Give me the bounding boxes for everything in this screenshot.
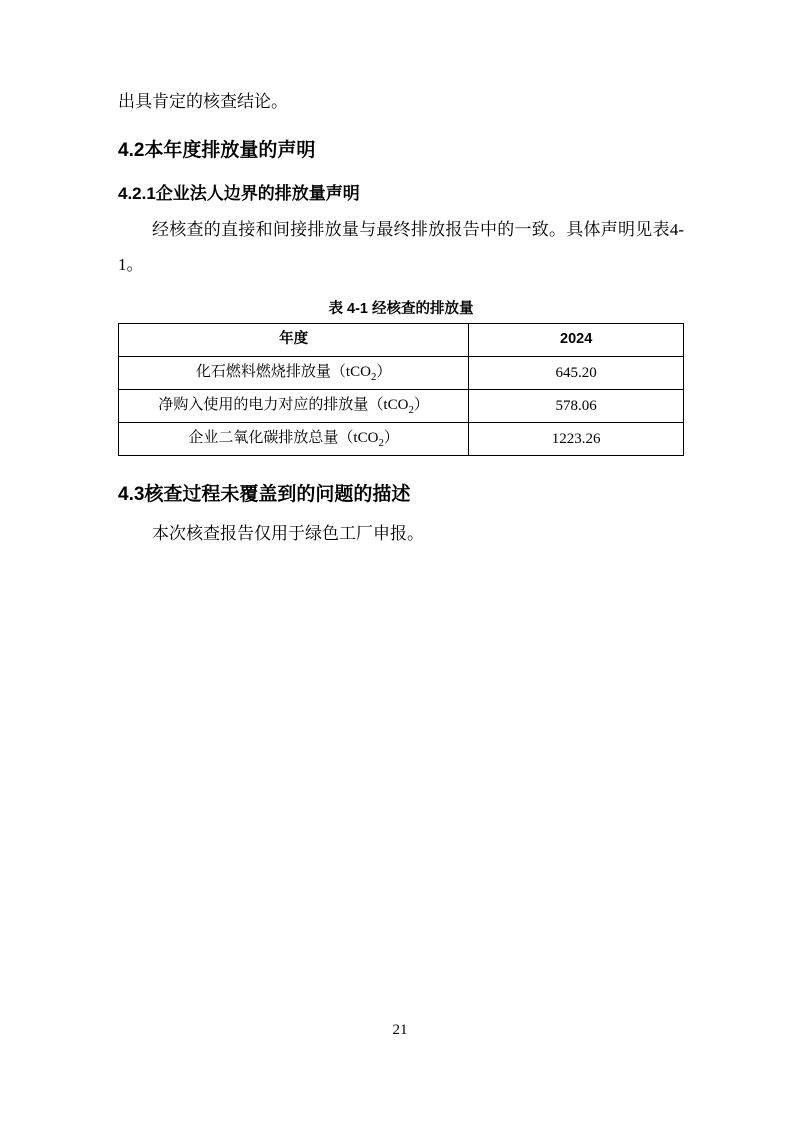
table-header-year: 年度 — [119, 324, 469, 357]
section-heading-4-2: 4.2本年度排放量的声明 — [118, 139, 316, 161]
table-header-row — [119, 324, 684, 357]
section-heading-4-3: 4.3核查过程未覆盖到的问题的描述 — [118, 484, 411, 506]
spacer — [118, 456, 684, 464]
label-suffix: ） — [413, 397, 429, 414]
emissions-table — [118, 323, 684, 456]
table-row — [119, 423, 684, 456]
label-suffix: ） — [383, 430, 399, 447]
section-heading-4-2-1: 4.2.1企业法人边界的排放量声明 — [118, 184, 360, 204]
table-cell-label — [119, 390, 469, 423]
table-caption: 表 4-1 经核查的排放量 — [328, 301, 474, 318]
table-cell-label — [119, 356, 469, 389]
label-subscript: 2 — [408, 404, 414, 417]
label-subscript: 2 — [378, 437, 384, 450]
page-number: 21 — [392, 1022, 408, 1038]
label-prefix: 净购入使用的电力对应的排放量（tCO — [158, 397, 409, 414]
table-row — [119, 356, 684, 389]
intro-paragraph: 出具肯定的核查结论。 — [118, 92, 288, 111]
label-suffix: ） — [376, 363, 392, 380]
table-cell-label — [119, 423, 469, 456]
paragraph-4-2-1: 经核查的直接和间接排放量与最终排放报告中的一致。具体声明见表4-1。 — [118, 220, 684, 275]
label-prefix: 企业二氧化碳排放总量（tCO — [188, 430, 379, 447]
table-row — [119, 390, 684, 423]
table-cell-value: 645.20 — [469, 356, 684, 389]
table-header-value: 2024 — [469, 324, 684, 357]
label-prefix: 化石燃料燃烧排放量（tCO — [195, 363, 371, 380]
table-cell-value: 1223.26 — [469, 423, 684, 456]
page-content — [118, 85, 684, 558]
paragraph-4-3: 本次核查报告仅用于绿色工厂申报。 — [152, 523, 424, 543]
label-subscript: 2 — [370, 370, 377, 383]
table-cell-value: 578.06 — [469, 390, 684, 423]
